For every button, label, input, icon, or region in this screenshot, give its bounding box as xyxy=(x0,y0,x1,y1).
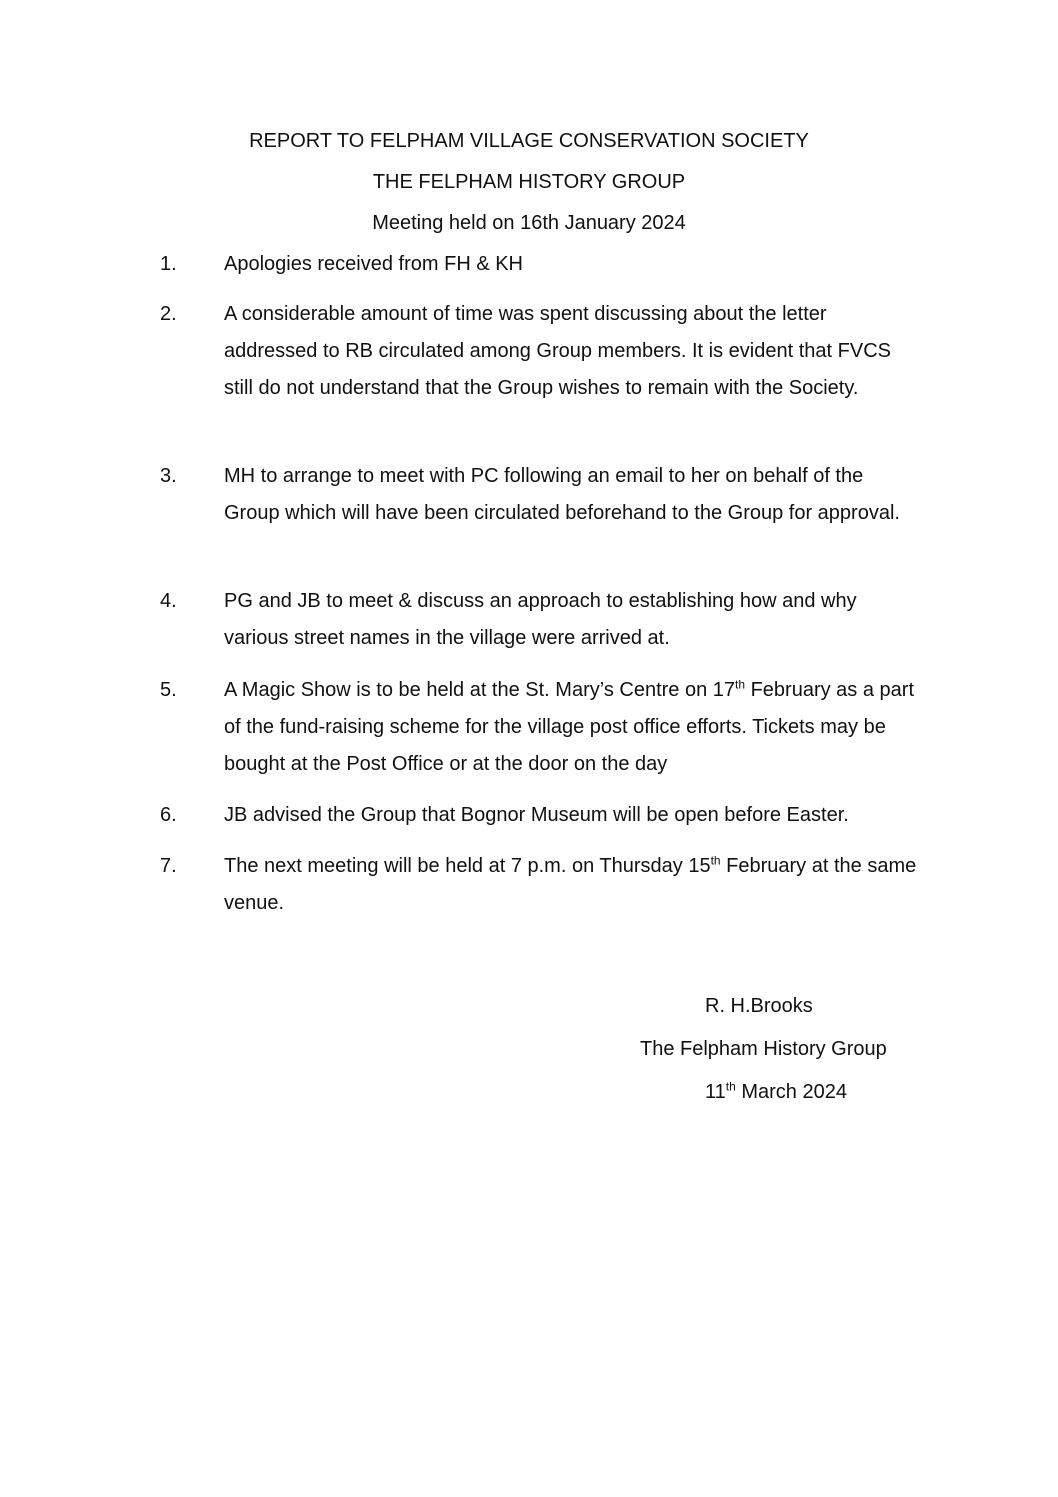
signature-date: 11th March 2024 xyxy=(705,1079,847,1103)
item-number: 2. xyxy=(160,303,177,325)
item-number: 7. xyxy=(160,855,177,877)
item-text: A Magic Show is to be held at the St. Mary’s Centre on 17th February as a part of the fund-raising scheme for the village post office efforts. Tickets may be bought at the Post Office or at the door on the day xyxy=(224,677,914,775)
report-title: REPORT TO FELPHAM VILLAGE CONSERVATION SOCIETY xyxy=(249,130,809,152)
item-number: 4. xyxy=(160,590,177,612)
item-number: 3. xyxy=(160,465,177,487)
item-text: MH to arrange to meet with PC following an email to her on behalf of the Group which will have been circulated beforehand to the Group for approval. xyxy=(224,465,900,524)
item-number: 6. xyxy=(160,804,177,826)
group-title: THE FELPHAM HISTORY GROUP xyxy=(372,171,686,193)
signature-group: The Felpham History Group xyxy=(640,1038,887,1060)
item-number: 5. xyxy=(160,679,177,701)
meeting-date: Meeting held on 16th January 2024 xyxy=(372,212,686,234)
item-number: 1. xyxy=(160,253,177,275)
signature-name: R. H.Brooks xyxy=(705,995,813,1017)
item-text: A considerable amount of time was spent discussing about the letter addressed to RB circulated among Group members. It is evident that FVCS still do not understand that the Group wishes to remain with the Society. xyxy=(224,303,891,399)
item-text: JB advised the Group that Bognor Museum will be open before Easter. xyxy=(224,804,849,826)
item-text: Apologies received from FH & KH xyxy=(224,253,524,275)
item-text: PG and JB to meet & discuss an approach to establishing how and why various street names in the village were arrived at. xyxy=(224,590,857,649)
item-text: The next meeting will be held at 7 p.m. on Thursday 15th February at the same venue. xyxy=(224,853,917,914)
